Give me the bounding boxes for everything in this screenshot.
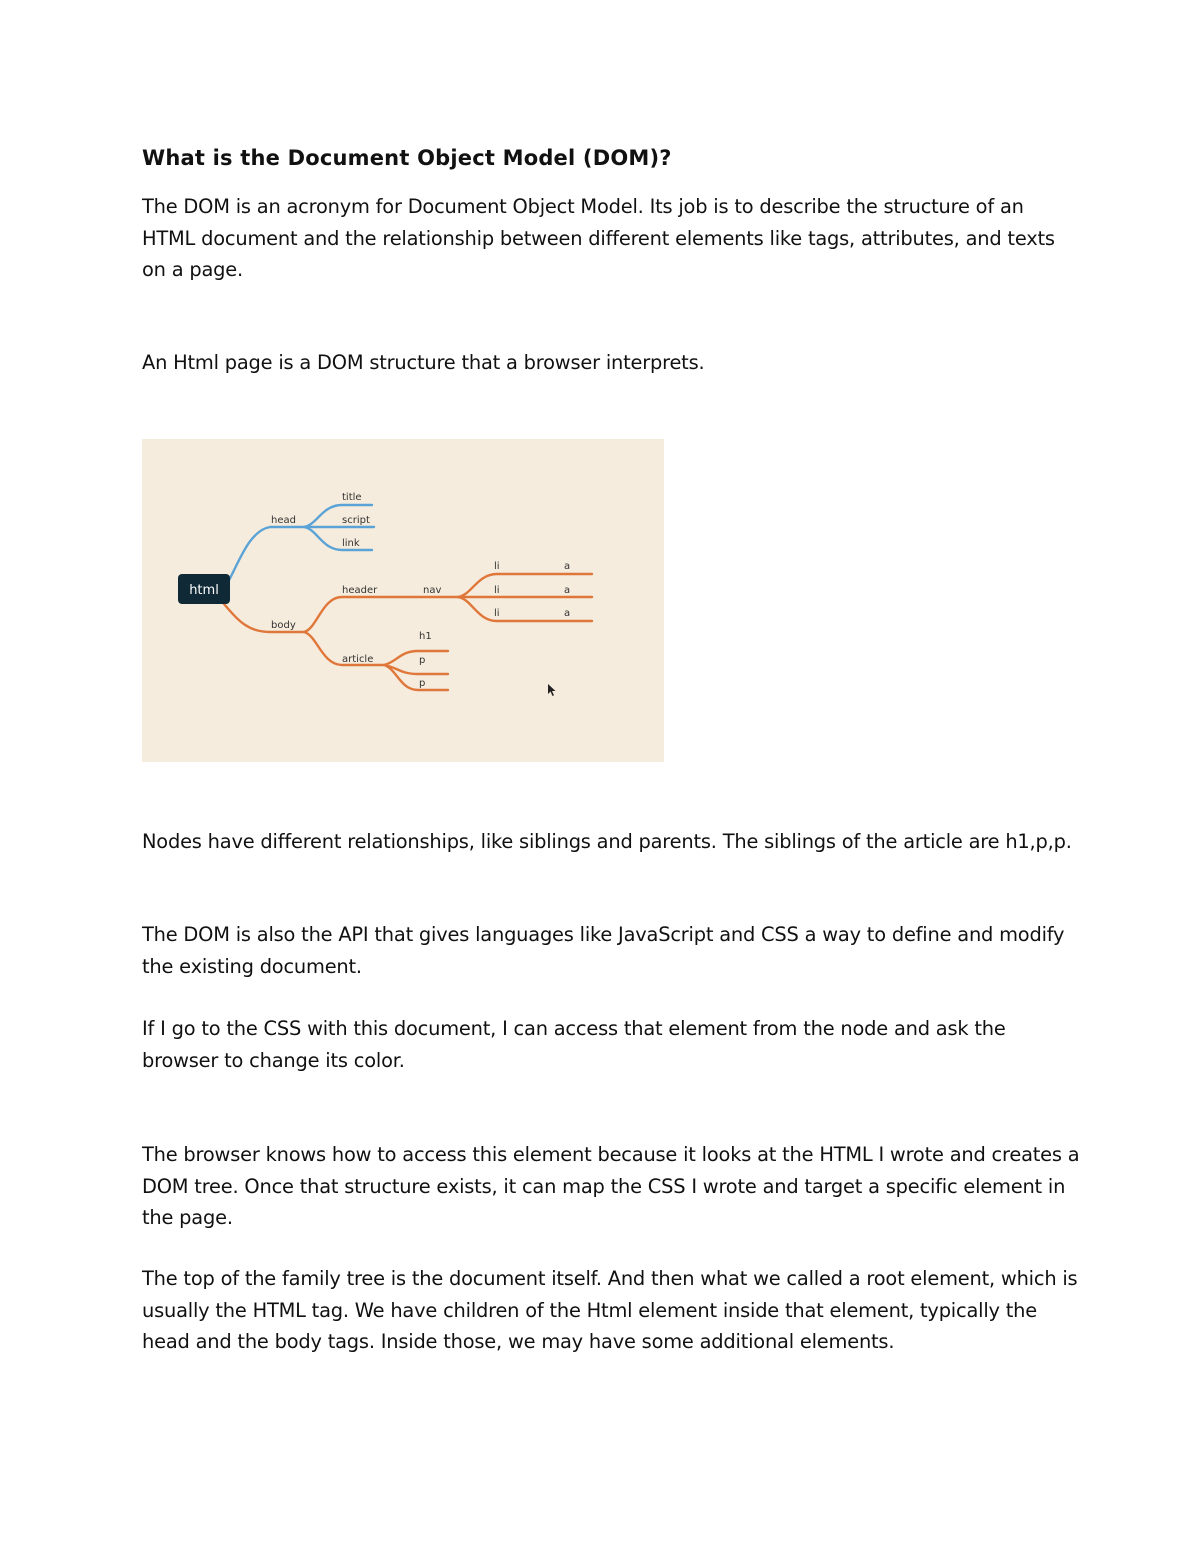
header-node-label: header bbox=[342, 585, 378, 596]
nav-to-li1-edge bbox=[458, 574, 592, 597]
li-node-label: li bbox=[494, 608, 500, 619]
head-to-link-edge bbox=[304, 527, 372, 550]
p-node-label: p bbox=[419, 678, 426, 689]
body-node-label: body bbox=[271, 620, 296, 631]
html-root-label: html bbox=[189, 583, 219, 598]
node-labels bbox=[271, 492, 570, 689]
dom-tree-svg bbox=[142, 439, 664, 762]
li-node-label: li bbox=[494, 585, 500, 596]
article-to-h1-edge bbox=[384, 651, 448, 665]
nav-node-label: nav bbox=[423, 585, 442, 596]
body-to-header-edge bbox=[304, 597, 458, 632]
paragraph-family-tree: The top of the family tree is the document itself. And then what we called a root element, which is usually the HTML tag. We have children of the Html element inside that element, typically the head and the body tags. Inside those, we may have some additional elements. bbox=[142, 1267, 1078, 1353]
dom-tree-diagram bbox=[142, 439, 664, 762]
a-node-label: a bbox=[564, 585, 571, 596]
article-node-label: article bbox=[342, 654, 374, 665]
paragraph-dom-api: The DOM is also the API that gives languages like JavaScript and CSS a way to define and modify the existing document. bbox=[142, 923, 1065, 978]
body-branch-lines bbox=[224, 574, 592, 690]
paragraph-node-relationships: Nodes have different relationships, like siblings and parents. The siblings of the article are h1,p,p. bbox=[142, 830, 1072, 853]
nav-to-li3-edge bbox=[458, 597, 592, 621]
head-node-label: head bbox=[271, 515, 296, 526]
a-node-label: a bbox=[564, 608, 571, 619]
link-node-label: link bbox=[342, 538, 360, 549]
paragraph-html-page: An Html page is a DOM structure that a browser interprets. bbox=[142, 351, 705, 374]
a-node-label: a bbox=[564, 561, 571, 572]
html-to-head-edge bbox=[224, 527, 304, 589]
paragraph-dom-definition: The DOM is an acronym for Document Object Model. Its job is to describe the structure of an HTML document and the relationship between different elements like tags, attributes, and texts on a page. bbox=[142, 195, 1055, 281]
script-node-label: script bbox=[342, 515, 370, 526]
paragraph-browser-access: The browser knows how to access this element because it looks at the HTML I wrote and creates a DOM tree. Once that structure exists, it can map the CSS I wrote and target a specific element in the page. bbox=[142, 1143, 1080, 1229]
h1-node-label: h1 bbox=[419, 631, 432, 642]
li-node-label: li bbox=[494, 561, 500, 572]
paragraph-css-access: If I go to the CSS with this document, I can access that element from the node and ask the browser to change its color. bbox=[142, 1017, 1006, 1072]
title-node-label: title bbox=[342, 492, 362, 503]
mouse-cursor-icon bbox=[548, 684, 556, 696]
p-node-label: p bbox=[419, 655, 426, 666]
page-title: What is the Document Object Model (DOM)? bbox=[142, 146, 672, 170]
